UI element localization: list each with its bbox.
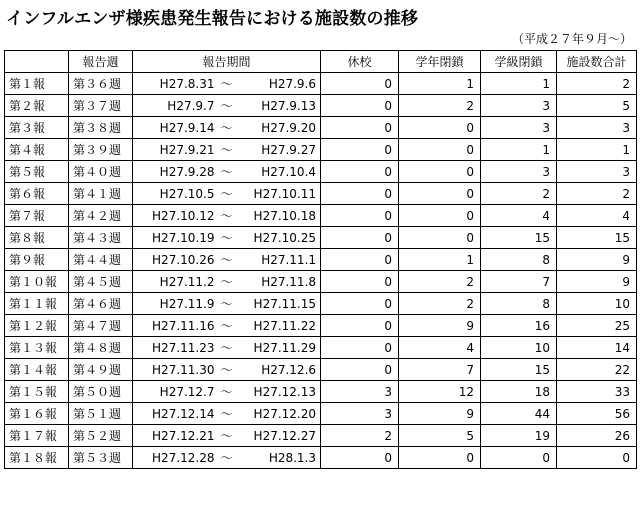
report-number-cell: 第５報 [5, 161, 69, 183]
report-period-cell [133, 161, 321, 183]
grade-closure-cell: 0 [399, 205, 481, 227]
report-number-cell: 第１２報 [5, 315, 69, 337]
header-period: 報告期間 [133, 51, 321, 73]
period-separator: ～ [220, 385, 233, 399]
facility-total-cell: 0 [557, 447, 637, 469]
table-row [5, 381, 637, 403]
period-end: H27.10.18 [253, 208, 317, 223]
period-start: H27.9.21 [159, 142, 215, 157]
grade-closure-cell: 1 [399, 73, 481, 95]
school-closure-cell: 0 [321, 227, 399, 249]
facility-total-cell: 9 [557, 249, 637, 271]
period-end: H27.12.27 [253, 428, 317, 443]
period-separator: ～ [220, 253, 233, 267]
report-period-cell [133, 73, 321, 95]
period-end: H27.12.6 [261, 362, 317, 377]
period-separator: ～ [220, 231, 233, 245]
header-school-closure: 休校 [321, 51, 399, 73]
period-start: H27.8.31 [159, 76, 215, 91]
period-separator: ～ [220, 429, 233, 443]
header-report [5, 51, 69, 73]
period-separator: ～ [220, 319, 233, 333]
report-number-cell: 第９報 [5, 249, 69, 271]
grade-closure-cell: 0 [399, 447, 481, 469]
period-separator: ～ [220, 165, 233, 179]
table-row [5, 73, 637, 95]
report-period-cell [133, 293, 321, 315]
period-end: H27.11.1 [261, 252, 317, 267]
class-closure-cell: 15 [481, 359, 557, 381]
table-header-row [5, 51, 637, 73]
table-row [5, 205, 637, 227]
grade-closure-cell: 12 [399, 381, 481, 403]
facility-total-cell: 56 [557, 403, 637, 425]
period-separator: ～ [220, 99, 233, 113]
table-row [5, 183, 637, 205]
report-week-cell: 第４４週 [69, 249, 133, 271]
report-period-cell [133, 139, 321, 161]
table-body [5, 73, 637, 469]
table-row [5, 315, 637, 337]
period-start: H27.12.21 [152, 428, 215, 443]
header-total: 施設数合計 [557, 51, 637, 73]
report-week-cell: 第３８週 [69, 117, 133, 139]
school-closure-cell: 0 [321, 139, 399, 161]
page-subtitle: （平成２７年９月～） [511, 32, 632, 46]
facility-total-cell: 26 [557, 425, 637, 447]
class-closure-cell: 3 [481, 161, 557, 183]
grade-closure-cell: 0 [399, 183, 481, 205]
facility-total-cell: 5 [557, 95, 637, 117]
school-closure-cell: 0 [321, 249, 399, 271]
school-closure-cell: 3 [321, 403, 399, 425]
class-closure-cell: 10 [481, 337, 557, 359]
table-row [5, 249, 637, 271]
report-number-cell: 第１６報 [5, 403, 69, 425]
facility-total-cell: 33 [557, 381, 637, 403]
report-week-cell: 第５１週 [69, 403, 133, 425]
class-closure-cell: 19 [481, 425, 557, 447]
period-separator: ～ [220, 187, 233, 201]
period-start: H27.9.28 [159, 164, 215, 179]
facility-total-cell: 25 [557, 315, 637, 337]
table-row [5, 227, 637, 249]
class-closure-cell: 44 [481, 403, 557, 425]
report-period-cell [133, 117, 321, 139]
report-period-cell [133, 425, 321, 447]
period-end: H27.10.25 [253, 230, 317, 245]
grade-closure-cell: 1 [399, 249, 481, 271]
grade-closure-cell: 9 [399, 403, 481, 425]
report-period-cell [133, 271, 321, 293]
report-period-cell [133, 183, 321, 205]
period-separator: ～ [220, 407, 233, 421]
period-separator: ～ [220, 209, 233, 223]
period-end: H27.9.20 [261, 120, 317, 135]
period-start: H27.12.7 [159, 384, 215, 399]
school-closure-cell: 0 [321, 205, 399, 227]
period-end: H27.11.15 [253, 296, 317, 311]
table-row [5, 117, 637, 139]
report-number-cell: 第１８報 [5, 447, 69, 469]
table-row [5, 337, 637, 359]
period-start: H27.11.23 [152, 340, 215, 355]
facility-total-cell: 4 [557, 205, 637, 227]
header-class-closure: 学級閉鎖 [481, 51, 557, 73]
header-week: 報告週 [69, 51, 133, 73]
period-separator: ～ [220, 77, 233, 91]
report-week-cell: 第４５週 [69, 271, 133, 293]
report-period-cell [133, 381, 321, 403]
facility-total-cell: 3 [557, 117, 637, 139]
table-row [5, 139, 637, 161]
class-closure-cell: 3 [481, 95, 557, 117]
facility-total-cell: 3 [557, 161, 637, 183]
grade-closure-cell: 7 [399, 359, 481, 381]
class-closure-cell: 8 [481, 293, 557, 315]
report-period-cell [133, 205, 321, 227]
period-end: H27.11.29 [253, 340, 317, 355]
report-period-cell [133, 403, 321, 425]
period-start: H27.11.30 [152, 362, 215, 377]
report-week-cell: 第３７週 [69, 95, 133, 117]
grade-closure-cell: 0 [399, 227, 481, 249]
report-period-cell [133, 337, 321, 359]
report-number-cell: 第１４報 [5, 359, 69, 381]
period-separator: ～ [220, 121, 233, 135]
facility-total-cell: 22 [557, 359, 637, 381]
grade-closure-cell: 0 [399, 161, 481, 183]
report-number-cell: 第１１報 [5, 293, 69, 315]
report-week-cell: 第４３週 [69, 227, 133, 249]
period-start: H27.10.12 [152, 208, 215, 223]
report-period-cell [133, 95, 321, 117]
class-closure-cell: 2 [481, 183, 557, 205]
period-separator: ～ [220, 143, 233, 157]
period-end: H27.11.8 [261, 274, 317, 289]
report-week-cell: 第４０週 [69, 161, 133, 183]
report-period-cell [133, 315, 321, 337]
class-closure-cell: 7 [481, 271, 557, 293]
period-start: H27.10.5 [159, 186, 215, 201]
school-closure-cell: 0 [321, 183, 399, 205]
period-start: H27.10.19 [152, 230, 215, 245]
school-closure-cell: 0 [321, 117, 399, 139]
table-row [5, 161, 637, 183]
period-end: H28.1.3 [268, 450, 317, 465]
class-closure-cell: 15 [481, 227, 557, 249]
school-closure-cell: 0 [321, 315, 399, 337]
facility-total-cell: 14 [557, 337, 637, 359]
period-end: H27.9.27 [261, 142, 317, 157]
table-row [5, 359, 637, 381]
table-row [5, 425, 637, 447]
grade-closure-cell: 2 [399, 271, 481, 293]
period-end: H27.12.20 [253, 406, 317, 421]
facility-total-cell: 9 [557, 271, 637, 293]
class-closure-cell: 3 [481, 117, 557, 139]
table-row [5, 293, 637, 315]
school-closure-cell: 0 [321, 293, 399, 315]
class-closure-cell: 18 [481, 381, 557, 403]
class-closure-cell: 8 [481, 249, 557, 271]
report-period-cell [133, 227, 321, 249]
report-week-cell: 第４２週 [69, 205, 133, 227]
report-week-cell: 第４８週 [69, 337, 133, 359]
class-closure-cell: 16 [481, 315, 557, 337]
school-closure-cell: 0 [321, 73, 399, 95]
class-closure-cell: 1 [481, 73, 557, 95]
facility-total-cell: 10 [557, 293, 637, 315]
period-start: H27.9.7 [167, 98, 215, 113]
facility-total-cell: 1 [557, 139, 637, 161]
period-start: H27.10.26 [152, 252, 215, 267]
table-row [5, 271, 637, 293]
report-period-cell [133, 249, 321, 271]
grade-closure-cell: 4 [399, 337, 481, 359]
report-number-cell: 第１報 [5, 73, 69, 95]
period-separator: ～ [220, 275, 233, 289]
report-number-cell: 第１７報 [5, 425, 69, 447]
header-grade-closure: 学年閉鎖 [399, 51, 481, 73]
facility-total-cell: 2 [557, 183, 637, 205]
grade-closure-cell: 0 [399, 139, 481, 161]
table-row [5, 447, 637, 469]
report-period-cell [133, 447, 321, 469]
school-closure-cell: 0 [321, 359, 399, 381]
period-separator: ～ [220, 297, 233, 311]
period-separator: ～ [220, 341, 233, 355]
period-start: H27.11.2 [159, 274, 215, 289]
grade-closure-cell: 5 [399, 425, 481, 447]
report-number-cell: 第４報 [5, 139, 69, 161]
grade-closure-cell: 2 [399, 293, 481, 315]
grade-closure-cell: 0 [399, 117, 481, 139]
period-start: H27.9.14 [159, 120, 215, 135]
facility-total-cell: 2 [557, 73, 637, 95]
school-closure-cell: 3 [321, 381, 399, 403]
school-closure-cell: 0 [321, 95, 399, 117]
report-number-cell: 第１５報 [5, 381, 69, 403]
page-title: インフルエンザ様疾患発生報告における施設数の推移 [6, 9, 419, 29]
report-number-cell: 第１０報 [5, 271, 69, 293]
report-week-cell: 第４７週 [69, 315, 133, 337]
period-separator: ～ [220, 363, 233, 377]
report-week-cell: 第５３週 [69, 447, 133, 469]
facility-total-cell: 15 [557, 227, 637, 249]
report-number-cell: 第８報 [5, 227, 69, 249]
school-closure-cell: 0 [321, 271, 399, 293]
period-end: H27.11.22 [253, 318, 317, 333]
table-row [5, 95, 637, 117]
period-start: H27.11.16 [152, 318, 215, 333]
report-number-cell: 第３報 [5, 117, 69, 139]
facility-count-table [4, 50, 637, 469]
class-closure-cell: 1 [481, 139, 557, 161]
report-number-cell: 第１３報 [5, 337, 69, 359]
report-week-cell: 第５２週 [69, 425, 133, 447]
period-end: H27.12.13 [253, 384, 317, 399]
report-week-cell: 第３６週 [69, 73, 133, 95]
report-number-cell: 第７報 [5, 205, 69, 227]
period-end: H27.9.13 [261, 98, 317, 113]
report-week-cell: 第４１週 [69, 183, 133, 205]
class-closure-cell: 4 [481, 205, 557, 227]
report-week-cell: 第４９週 [69, 359, 133, 381]
table-row [5, 403, 637, 425]
report-period-cell [133, 359, 321, 381]
period-end: H27.10.4 [261, 164, 317, 179]
period-separator: ～ [220, 451, 233, 465]
school-closure-cell: 2 [321, 425, 399, 447]
period-end: H27.9.6 [268, 76, 317, 91]
grade-closure-cell: 9 [399, 315, 481, 337]
period-start: H27.12.14 [152, 406, 215, 421]
report-number-cell: 第２報 [5, 95, 69, 117]
report-number-cell: 第６報 [5, 183, 69, 205]
report-week-cell: 第４６週 [69, 293, 133, 315]
school-closure-cell: 0 [321, 161, 399, 183]
report-week-cell: 第３９週 [69, 139, 133, 161]
period-end: H27.10.11 [253, 186, 317, 201]
school-closure-cell: 0 [321, 337, 399, 359]
school-closure-cell: 0 [321, 447, 399, 469]
class-closure-cell: 0 [481, 447, 557, 469]
report-week-cell: 第５０週 [69, 381, 133, 403]
period-start: H27.11.9 [159, 296, 215, 311]
grade-closure-cell: 2 [399, 95, 481, 117]
period-start: H27.12.28 [152, 450, 215, 465]
